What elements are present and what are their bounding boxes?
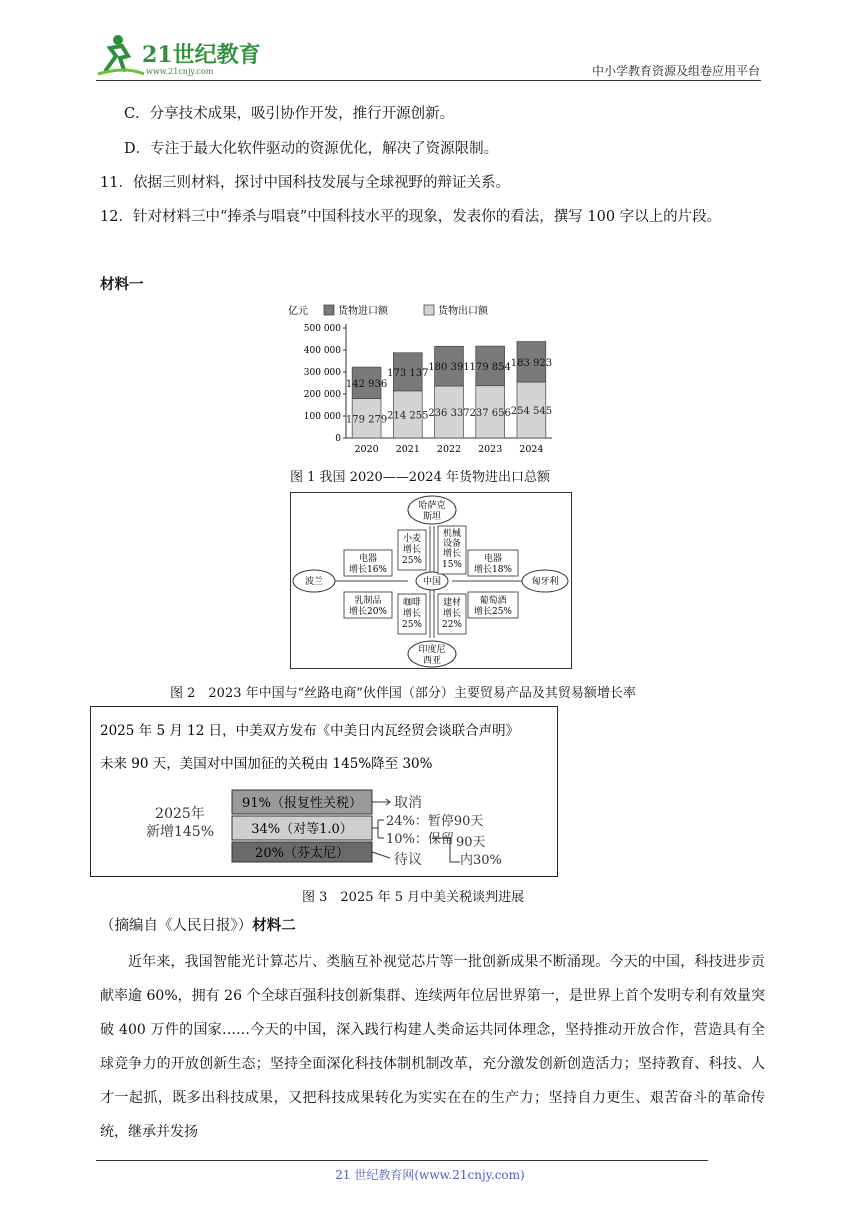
- label-import-2024: 183 923: [510, 357, 553, 369]
- legend-swatch-0: [324, 305, 334, 315]
- tariff-row-3-label: 20%（芬太尼）: [255, 846, 349, 861]
- y-tick-label-2: 200 000: [303, 390, 341, 400]
- material-2-heading: 材料二: [252, 918, 296, 934]
- box-ne-line2: 增长18%: [473, 565, 513, 575]
- box-ne-line1: 电器: [483, 554, 503, 564]
- label-import-2020: 142 936: [345, 378, 388, 390]
- tariff-keep: 10%：保留: [386, 832, 454, 847]
- tariff-left-label-2: 新增145%: [145, 824, 215, 840]
- chart-legend: [288, 304, 489, 317]
- tariff-row-2-label: 34%（对等1.0）: [251, 822, 353, 837]
- tariff-row-1-label: 91%（报复性关税）: [242, 796, 362, 811]
- box-s-left-line1: 咖啡: [402, 598, 422, 608]
- question-12: 12．针对材料三中“捧杀与唱衰”中国科技水平的现象，发表你的看法，撰写 100 字以上的片段。: [100, 209, 722, 225]
- node-kazakhstan-line2: 斯坦: [422, 512, 442, 522]
- import-export-chart: [280, 298, 560, 460]
- box-se-line2: 增长25%: [473, 607, 513, 617]
- label-import-2021: 173 137: [387, 367, 429, 379]
- material-2-paragraph: 近年来，我国智能光计算芯片、类脑互补视觉芯片等一批创新成果不断涌现。今天的中国，科技进步贡献率逾 60%，拥有 26 个全球百强科技创新集群、连续两年位居世界第一，是世界上首个发明专利有效量突破 400 万件的国家……今天的中国，深入践行构建人类命运共同体理念，坚持推动开放合作，营造具有全球竞争力的开放创新生态；坚持全面深化科技体制机制改革，充分激发创新创造活力；坚持教育、科技、人才一起抓，既多出科技成果，又把科技成果转化为实实在在的生产力；坚持自力更生、艰苦奋斗的革命传统，继承并发扬: [100, 954, 765, 1140]
- y-tick-label-4: 400 000: [303, 346, 341, 356]
- box-n-left-line2: 增长: [402, 545, 422, 555]
- box-s-right-line2: 增长: [442, 609, 462, 619]
- logo-text: 21世纪教育: [142, 42, 261, 68]
- box-n-left-line1: 小麦: [402, 534, 422, 544]
- x-tick-label-2024: 2024: [519, 444, 544, 455]
- runner-icon: [98, 35, 144, 74]
- node-hungary-label: 匈牙利: [531, 577, 559, 587]
- question-11: 11．依据三则材料，探讨中国科技发展与全球视野的辩证关系。: [100, 175, 510, 191]
- box-n-right-line4: 15%: [441, 560, 463, 570]
- tariff-left-label-1: 2025年: [155, 806, 205, 822]
- footer-divider: [96, 1160, 708, 1161]
- label-export-2021: 214 255: [387, 410, 429, 422]
- label-export-2020: 179 279: [345, 414, 388, 426]
- chart-axes: [304, 324, 552, 444]
- label-export-2022: 236 337: [428, 408, 470, 420]
- legend-label-0: 货物进口额: [338, 306, 388, 317]
- label-export-2024: 254 545: [510, 406, 553, 418]
- node-poland-label: 波兰: [304, 577, 324, 587]
- node-kazakhstan-line1: 哈萨克: [418, 501, 446, 511]
- source-line: [100, 916, 296, 936]
- material-2-body: [100, 945, 765, 1149]
- box-n-right-line3: 增长: [442, 549, 462, 559]
- box-nw-line2: 增长16%: [348, 565, 388, 575]
- silk-road-trade-diagram: [290, 492, 572, 670]
- logo-url: www.21cnjy.com: [146, 67, 214, 76]
- box-nw-line1: 电器: [358, 554, 378, 564]
- site-logo: [96, 30, 266, 78]
- node-china-label: 中国: [422, 577, 442, 587]
- tariff-pending: 待议: [394, 852, 422, 868]
- platform-name: 中小学教育资源及组卷应用平台: [591, 64, 760, 78]
- box-n-right-line2: 设备: [442, 539, 462, 549]
- material-1-heading: 材料一: [100, 277, 144, 293]
- tariff-90days: 90天: [456, 835, 486, 850]
- legend-label-1: 货物出口额: [438, 306, 488, 317]
- x-tick-label-2021: 2021: [395, 444, 420, 455]
- label-import-2022: 180 391: [428, 362, 470, 374]
- node-indonesia-line1: 印度尼: [418, 645, 446, 655]
- tariff-line-2: 未来 90 天，美国对中国加征的关税由 145%降至 30%: [100, 756, 433, 772]
- legend-swatch-1: [424, 305, 434, 315]
- figure-2-caption: 图 2 2023 年中国与“丝路电商”伙伴国（部分）主要贸易产品及其贸易额增长率: [170, 686, 636, 701]
- box-n-right-line1: 机械: [442, 529, 462, 539]
- box-s-left-line3: 25%: [401, 620, 423, 630]
- node-indonesia-line2: 西亚: [422, 656, 442, 666]
- option-d: D．专注于最大化软件驱动的资源优化，解决了资源限制。: [124, 141, 499, 157]
- footer-text: 21 世纪教育网(www.21cnjy.com): [335, 1168, 525, 1182]
- tariff-pause: 24%：暂停90天: [386, 814, 484, 829]
- y-tick-label-3: 300 000: [303, 368, 341, 378]
- box-s-right-line1: 建材: [442, 598, 462, 608]
- y-tick-label-0: 0: [335, 434, 341, 444]
- box-s-left-line2: 增长: [402, 609, 422, 619]
- tariff-within-30: 内30%: [460, 853, 502, 868]
- box-sw-line1: 乳制品: [354, 596, 382, 606]
- tariff-cancel: 取消: [394, 795, 422, 811]
- x-tick-label-2020: 2020: [354, 444, 379, 455]
- label-export-2023: 237 656: [469, 407, 511, 419]
- y-tick-label-1: 100 000: [303, 412, 341, 422]
- header-divider: [96, 80, 761, 81]
- figure-3-caption: 图 3 2025 年 5 月中美关税谈判进展: [302, 890, 525, 905]
- figure-1-caption: 图 1 我国 2020——2024 年货物进出口总额: [290, 470, 550, 485]
- label-import-2023: 179 854: [469, 361, 511, 373]
- source-citation: （摘编自《人民日报》）: [100, 918, 253, 934]
- y-tick-label-5: 500 000: [303, 324, 341, 334]
- x-tick-label-2022: 2022: [436, 444, 462, 455]
- box-n-left-line3: 25%: [401, 556, 423, 566]
- box-sw-line2: 增长20%: [348, 607, 388, 617]
- x-tick-label-2023: 2023: [478, 444, 503, 455]
- tariff-progress-figure: [90, 706, 558, 878]
- option-c: C．分享技术成果，吸引协作开发，推行开源创新。: [124, 106, 455, 122]
- chart-unit-label: 亿元: [288, 306, 308, 317]
- box-se-line1: 葡萄酒: [479, 596, 507, 606]
- tariff-line-1: 2025 年 5 月 12 日，中美双方发布《中美日内瓦经贸会谈联合声明》: [100, 723, 520, 739]
- box-s-right-line3: 22%: [441, 620, 463, 630]
